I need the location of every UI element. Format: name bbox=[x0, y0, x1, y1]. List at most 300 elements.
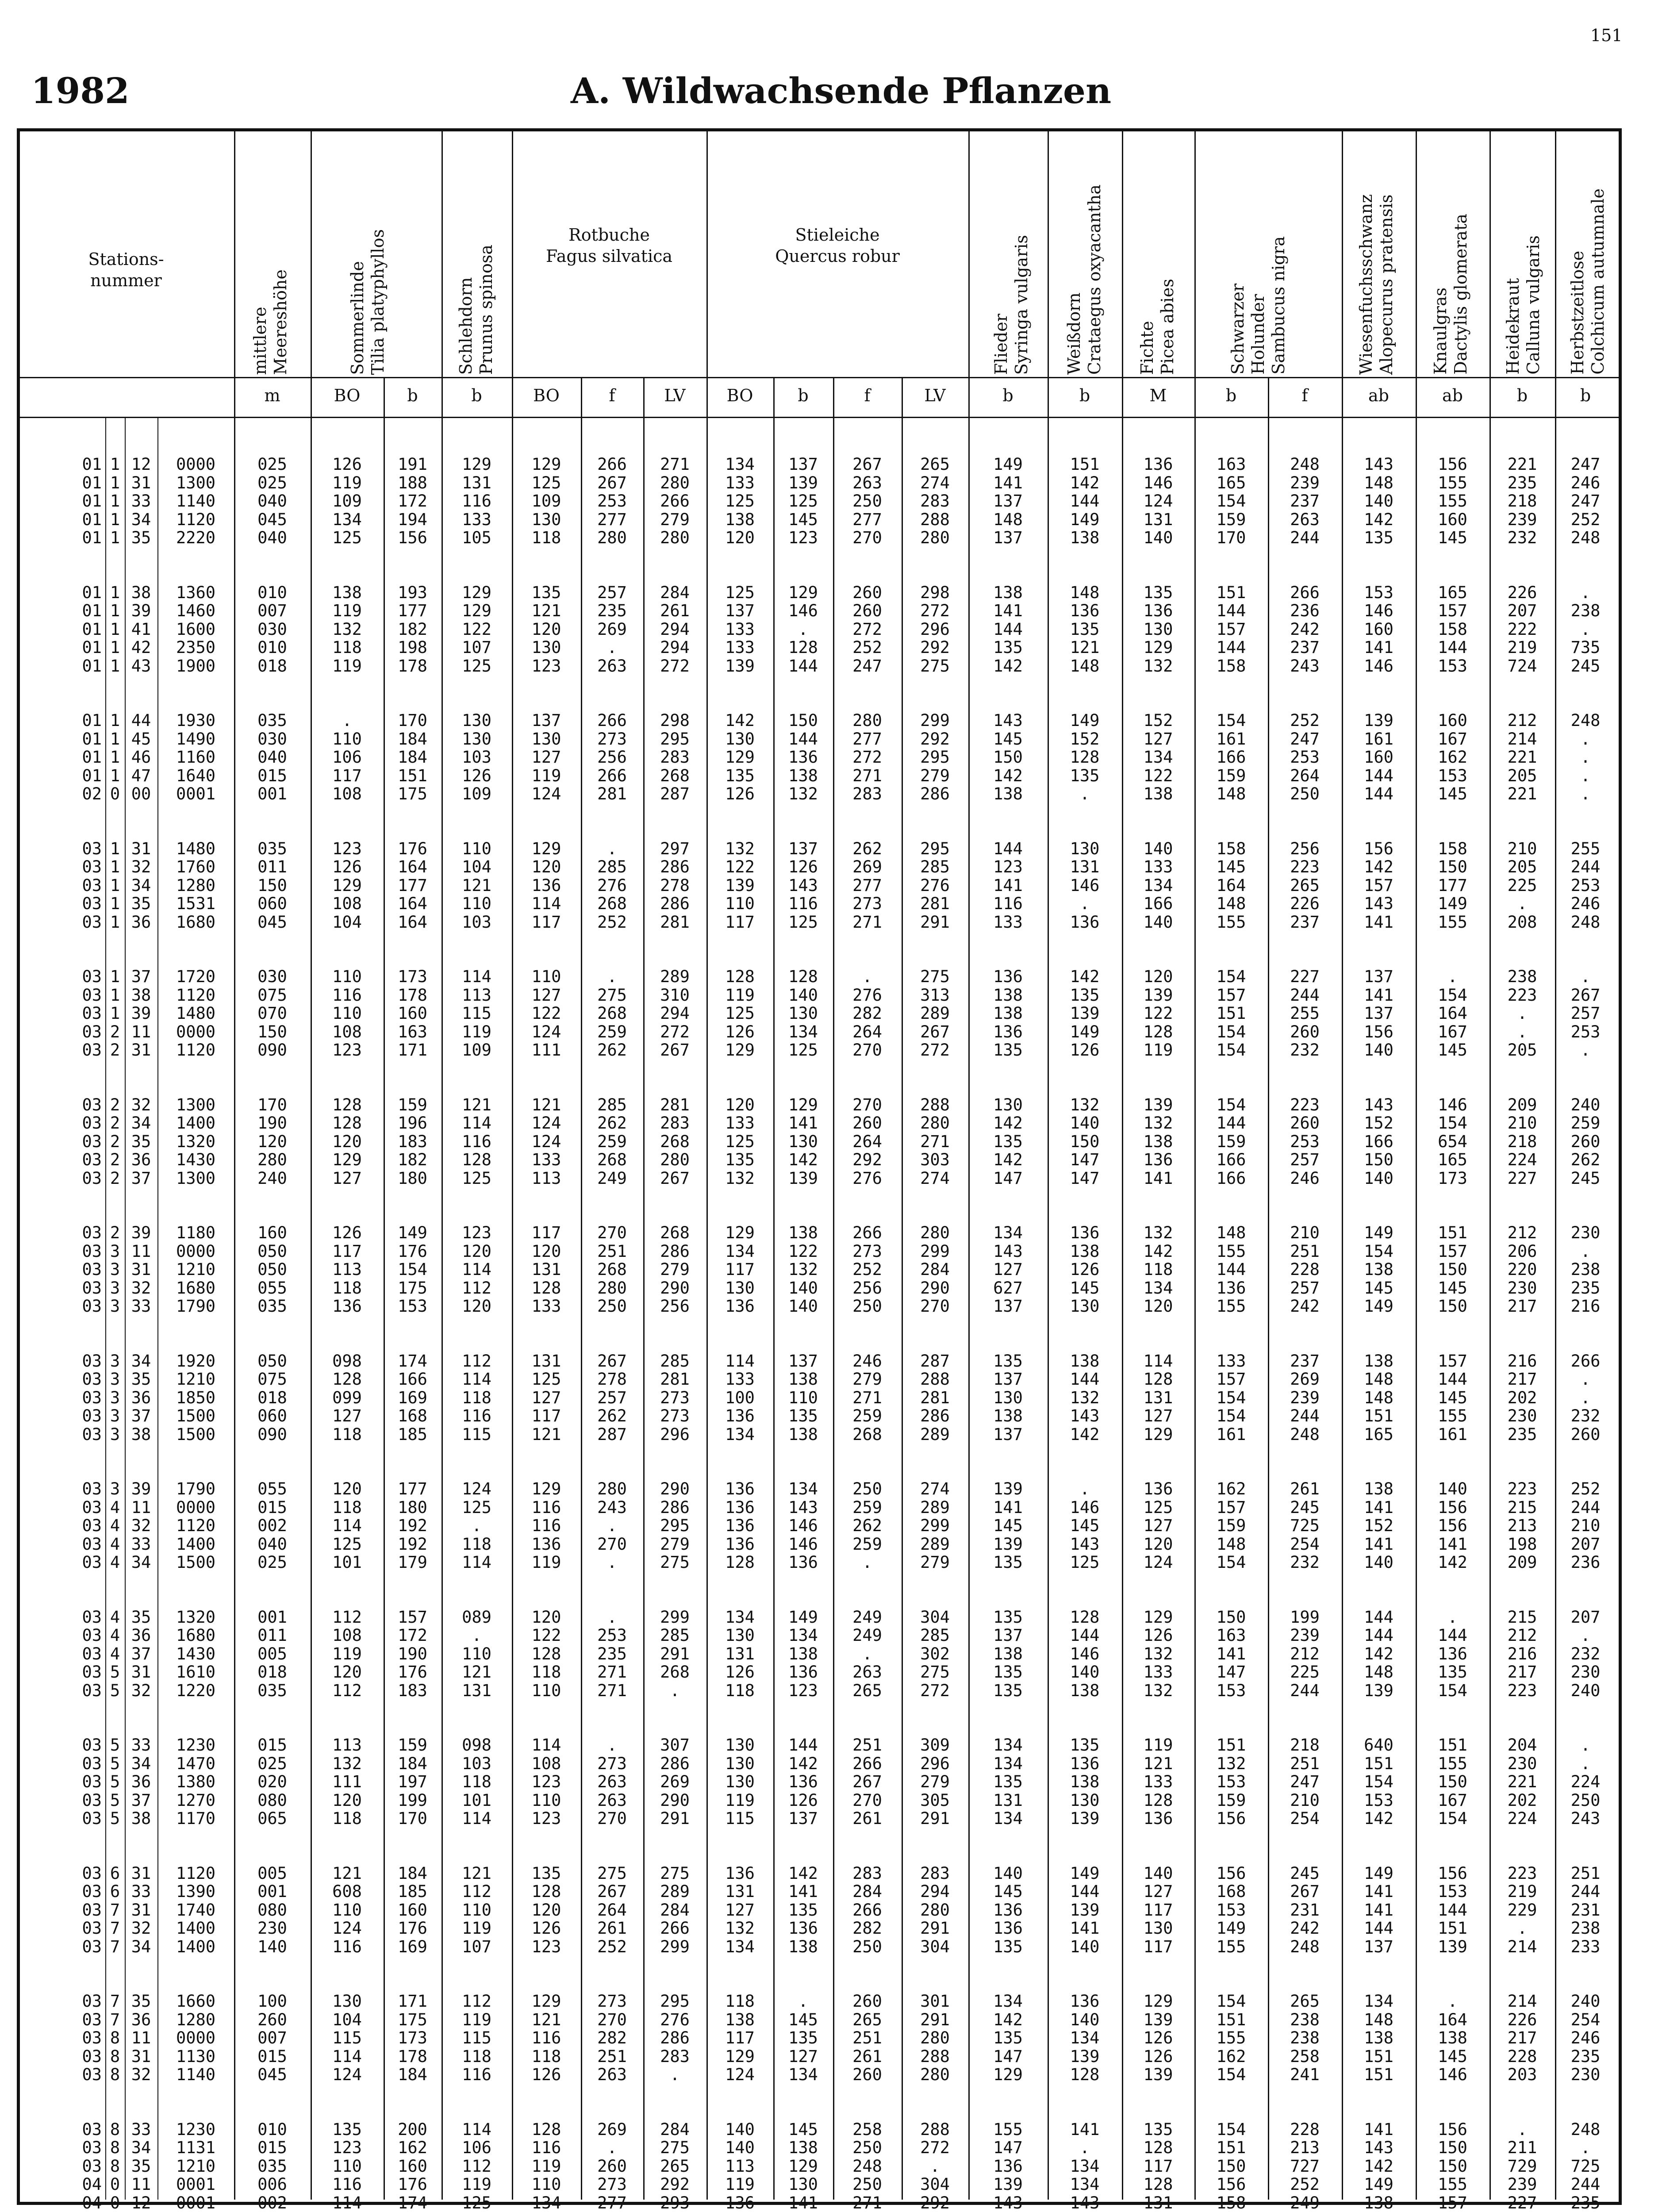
table-cell: 155 bbox=[1216, 2028, 1246, 2047]
table-cell: 244 bbox=[1290, 1406, 1320, 1425]
table-cell: 297 bbox=[660, 839, 690, 858]
table-cell: 131 bbox=[1143, 2193, 1173, 2212]
table-cell: 5 bbox=[110, 1790, 120, 1810]
table-row bbox=[20, 1681, 1616, 1701]
table-cell: 117 bbox=[332, 1241, 362, 1261]
table-cell: 132 bbox=[725, 839, 755, 858]
table-cell: 169 bbox=[398, 1388, 427, 1407]
table-cell: 141 bbox=[788, 2193, 818, 2212]
table-cell: 202 bbox=[1507, 1388, 1537, 1407]
table-cell: 156 bbox=[1438, 1498, 1467, 1517]
table-cell: 221 bbox=[1507, 455, 1537, 474]
table-cell: 249 bbox=[852, 1626, 882, 1645]
table-cell: . bbox=[1517, 2120, 1528, 2139]
table-cell: 127 bbox=[1143, 729, 1173, 749]
table-cell: 281 bbox=[660, 912, 690, 932]
table-cell: 119 bbox=[725, 1790, 755, 1810]
table-cell: 144 bbox=[1070, 1882, 1100, 1901]
table-cell: 109 bbox=[531, 492, 561, 511]
table-cell: 130 bbox=[725, 729, 755, 749]
table-cell: 134 bbox=[1143, 748, 1173, 767]
table-cell: 129 bbox=[1143, 1425, 1173, 1444]
table-cell: 110 bbox=[332, 967, 362, 986]
table-cell: 136 bbox=[1143, 1809, 1173, 1828]
table-cell: 1131 bbox=[176, 2138, 216, 2157]
table-cell: 1500 bbox=[176, 1406, 216, 1425]
table-cell: 124 bbox=[332, 2065, 362, 2084]
table-cell: 149 bbox=[1070, 711, 1100, 730]
table-cell: 176 bbox=[398, 2175, 427, 2194]
table-cell: 223 bbox=[1507, 1863, 1537, 1883]
table-cell: 235 bbox=[1507, 1425, 1537, 1444]
table-cell: 281 bbox=[660, 1370, 690, 1389]
table-cell: 134 bbox=[1070, 2156, 1100, 2176]
table-cell: 34 bbox=[131, 1114, 151, 1133]
table-cell: 135 bbox=[993, 1681, 1023, 1700]
unit-label: f bbox=[1301, 386, 1308, 405]
table-cell: 130 bbox=[725, 1626, 755, 1645]
table-cell: 725 bbox=[1290, 1516, 1320, 1535]
table-cell: 132 bbox=[788, 1260, 818, 1279]
table-cell: 122 bbox=[531, 1626, 561, 1645]
table-cell: 144 bbox=[1438, 1626, 1467, 1645]
table-cell: 121 bbox=[462, 1663, 491, 1682]
table-cell: 144 bbox=[1216, 601, 1246, 620]
table-cell: 145 bbox=[1438, 2047, 1467, 2066]
table-cell: 139 bbox=[993, 1534, 1023, 1554]
table-cell: 138 bbox=[993, 1406, 1023, 1425]
table-cell: 119 bbox=[332, 601, 362, 620]
table-cell: 110 bbox=[462, 1900, 491, 1920]
table-cell: 263 bbox=[597, 2065, 627, 2084]
table-cell: 251 bbox=[1570, 1863, 1601, 1883]
table-cell: 139 bbox=[1143, 2010, 1173, 2029]
table-cell: 145 bbox=[1438, 1388, 1467, 1407]
table-cell: 138 bbox=[1143, 784, 1173, 803]
table-cell: 120 bbox=[332, 1132, 362, 1151]
table-cell: 244 bbox=[1570, 2175, 1601, 2194]
table-cell: 01 bbox=[82, 729, 102, 749]
table-cell: 242 bbox=[1290, 1297, 1320, 1316]
table-cell: 128 bbox=[531, 2120, 561, 2139]
table-cell: 251 bbox=[1290, 1754, 1320, 1773]
table-cell: 130 bbox=[1143, 619, 1173, 639]
table-cell: 156 bbox=[398, 528, 427, 547]
table-cell: 154 bbox=[1216, 1992, 1246, 2011]
table-cell: 149 bbox=[993, 455, 1023, 474]
table-cell: 163 bbox=[398, 1022, 427, 1041]
table-cell: 142 bbox=[1070, 1425, 1100, 1444]
table-cell: 271 bbox=[852, 2193, 882, 2212]
table-cell: 141 bbox=[993, 876, 1023, 895]
table-cell: . bbox=[1079, 1479, 1090, 1498]
table-cell: 272 bbox=[852, 619, 882, 639]
table-cell: 142 bbox=[1364, 1644, 1393, 1663]
table-cell: 120 bbox=[1143, 1534, 1173, 1554]
table-cell: 144 bbox=[1216, 638, 1246, 657]
header-stieleiche: Stieleiche Quercus robur bbox=[775, 225, 900, 266]
table-cell: 175 bbox=[398, 2010, 427, 2029]
table-cell: 116 bbox=[993, 894, 1023, 913]
table-cell: 255 bbox=[1570, 839, 1601, 858]
table-cell: 304 bbox=[920, 2175, 950, 2194]
table-row bbox=[20, 1040, 1616, 1060]
table-cell: 135 bbox=[993, 2028, 1023, 2047]
table-cell: 267 bbox=[1570, 985, 1601, 1005]
table-cell: 261 bbox=[597, 1919, 627, 1938]
table-row bbox=[20, 1113, 1616, 1133]
table-cell: 160 bbox=[398, 1900, 427, 1920]
table-cell: 138 bbox=[1070, 1241, 1100, 1261]
table-cell: 271 bbox=[597, 1681, 627, 1700]
table-cell: 172 bbox=[398, 492, 427, 511]
table-cell: 258 bbox=[852, 2120, 882, 2139]
table-cell: 112 bbox=[462, 1992, 491, 2011]
table-cell: 045 bbox=[257, 912, 287, 932]
table-cell: 131 bbox=[531, 1351, 561, 1371]
table-cell: 128 bbox=[1070, 748, 1100, 767]
table-cell: 241 bbox=[1290, 2065, 1320, 2084]
table-cell: 157 bbox=[1216, 985, 1246, 1005]
table-row bbox=[20, 967, 1616, 987]
table-cell: 204 bbox=[1507, 1736, 1537, 1755]
table-cell: 115 bbox=[725, 1809, 755, 1828]
table-cell: 134 bbox=[725, 1425, 755, 1444]
table-cell: 135 bbox=[1070, 619, 1100, 639]
page-number: 151 bbox=[1590, 26, 1623, 45]
table-cell: . bbox=[607, 1736, 617, 1755]
table-cell: 018 bbox=[257, 656, 287, 676]
table-cell: 239 bbox=[1290, 1388, 1320, 1407]
table-cell: 253 bbox=[1570, 1022, 1601, 1041]
table-cell: 272 bbox=[852, 748, 882, 767]
table-cell: 268 bbox=[597, 1150, 627, 1169]
table-cell: 136 bbox=[332, 1297, 362, 1316]
table-cell: 110 bbox=[725, 894, 755, 913]
table-cell: 133 bbox=[725, 619, 755, 639]
table-cell: 152 bbox=[1070, 729, 1100, 749]
table-cell: 37 bbox=[131, 1644, 151, 1663]
table-row bbox=[20, 1991, 1616, 2012]
table-cell: 283 bbox=[920, 492, 950, 511]
table-cell: 1 bbox=[110, 985, 120, 1005]
table-cell: 035 bbox=[257, 711, 287, 730]
table-cell: . bbox=[1447, 967, 1458, 986]
table-cell: 03 bbox=[82, 1370, 102, 1389]
table-cell: 122 bbox=[531, 1004, 561, 1023]
table-cell: 232 bbox=[1290, 1553, 1320, 1572]
table-cell: 159 bbox=[398, 1736, 427, 1755]
table-cell: 139 bbox=[788, 1168, 818, 1188]
unit-label: b bbox=[1002, 386, 1013, 405]
table-cell: 286 bbox=[660, 2028, 690, 2047]
table-cell: 050 bbox=[257, 1260, 287, 1279]
table-cell: 280 bbox=[920, 1900, 950, 1920]
table-cell: 0 bbox=[110, 784, 120, 803]
table-cell: 183 bbox=[398, 1681, 427, 1700]
table-cell: 275 bbox=[660, 1553, 690, 1572]
table-cell: 160 bbox=[1364, 748, 1393, 767]
table-cell: 1300 bbox=[176, 1095, 216, 1114]
table-cell: 118 bbox=[332, 1278, 362, 1298]
table-cell: 130 bbox=[531, 510, 561, 529]
table-cell: 130 bbox=[788, 2175, 818, 2194]
table-cell: 36 bbox=[131, 912, 151, 932]
table-cell: 120 bbox=[332, 1479, 362, 1498]
table-cell: 118 bbox=[725, 1681, 755, 1700]
table-cell: 128 bbox=[1143, 1022, 1173, 1041]
table-row bbox=[20, 1772, 1616, 1792]
table-cell: 127 bbox=[531, 985, 561, 1005]
table-cell: 154 bbox=[1216, 492, 1246, 511]
table-cell: 136 bbox=[531, 876, 561, 895]
table-cell: 303 bbox=[920, 1150, 950, 1169]
table-cell: 7 bbox=[110, 2010, 120, 2029]
table-cell: 286 bbox=[660, 1241, 690, 1261]
table-cell: 010 bbox=[257, 638, 287, 657]
table-cell: 156 bbox=[1364, 1022, 1393, 1041]
table-cell: 289 bbox=[660, 1882, 690, 1901]
table-cell: 149 bbox=[1364, 1297, 1393, 1316]
table-cell: 129 bbox=[1143, 638, 1173, 657]
table-cell: 1480 bbox=[176, 839, 216, 858]
table-cell: 240 bbox=[257, 1168, 287, 1188]
table-cell: 260 bbox=[852, 1114, 882, 1133]
table-cell: 1 bbox=[110, 766, 120, 785]
table-cell: 113 bbox=[725, 2156, 755, 2176]
table-cell: . bbox=[1580, 1626, 1591, 1645]
table-cell: 266 bbox=[660, 1919, 690, 1938]
table-cell: 271 bbox=[660, 455, 690, 474]
table-cell: 1531 bbox=[176, 894, 216, 913]
table-cell: 252 bbox=[1290, 2175, 1320, 2194]
table-cell: 020 bbox=[257, 1772, 287, 1791]
table-cell: 140 bbox=[788, 985, 818, 1005]
table-cell: 098 bbox=[462, 1736, 491, 1755]
table-cell: 157 bbox=[1216, 1498, 1246, 1517]
table-cell: 280 bbox=[660, 528, 690, 547]
table-cell: 114 bbox=[332, 2193, 362, 2212]
table-cell: 128 bbox=[1143, 2175, 1173, 2194]
table-cell: 183 bbox=[398, 1132, 427, 1151]
table-cell: 246 bbox=[852, 1351, 882, 1371]
table-cell: 155 bbox=[993, 2120, 1023, 2139]
table-cell: 172 bbox=[398, 1626, 427, 1645]
table-cell: 114 bbox=[462, 1553, 491, 1572]
table-cell: 119 bbox=[462, 1022, 491, 1041]
table-cell: 150 bbox=[1438, 857, 1467, 876]
table-cell: 280 bbox=[660, 473, 690, 492]
table-cell: 174 bbox=[398, 1351, 427, 1371]
table-cell: 03 bbox=[82, 1772, 102, 1791]
table-cell: 154 bbox=[1438, 985, 1467, 1005]
table-cell: 133 bbox=[1143, 857, 1173, 876]
table-cell: 167 bbox=[1438, 1790, 1467, 1810]
table-cell: 178 bbox=[398, 656, 427, 676]
table-cell: 141 bbox=[1143, 1168, 1173, 1188]
table-cell: 138 bbox=[1070, 528, 1100, 547]
table-cell: 146 bbox=[1143, 473, 1173, 492]
table-cell: 138 bbox=[993, 1644, 1023, 1663]
table-cell: 143 bbox=[1364, 894, 1393, 913]
table-cell: 116 bbox=[462, 1132, 491, 1151]
table-cell: 139 bbox=[993, 1479, 1023, 1498]
table-cell: 232 bbox=[1507, 528, 1537, 547]
table-cell: 143 bbox=[1070, 1406, 1100, 1425]
table-cell: 243 bbox=[1570, 1809, 1601, 1828]
table-cell: 0000 bbox=[176, 2028, 216, 2047]
table-cell: 267 bbox=[1290, 1882, 1320, 1901]
table-cell: 156 bbox=[1364, 839, 1393, 858]
table-row bbox=[20, 1498, 1616, 1518]
table-cell: . bbox=[1517, 894, 1528, 913]
table-cell: 185 bbox=[398, 1882, 427, 1901]
table-cell: 134 bbox=[332, 510, 362, 529]
table-cell: . bbox=[1580, 2138, 1591, 2157]
table-cell: 250 bbox=[852, 2175, 882, 2194]
table-cell: 266 bbox=[852, 1754, 882, 1773]
table-cell: 5 bbox=[110, 1663, 120, 1682]
table-cell: 1 bbox=[110, 473, 120, 492]
table-cell: 0001 bbox=[176, 2193, 216, 2212]
table-cell: 130 bbox=[788, 1004, 818, 1023]
table-cell: 252 bbox=[1570, 1479, 1601, 1498]
table-row bbox=[20, 1003, 1616, 1024]
table-cell: 280 bbox=[920, 1223, 950, 1242]
table-cell: 237 bbox=[1290, 912, 1320, 932]
table-cell: 134 bbox=[788, 2065, 818, 2084]
table-cell: 34 bbox=[131, 2138, 151, 2157]
table-row bbox=[20, 710, 1616, 731]
table-cell: 269 bbox=[1290, 1370, 1320, 1389]
table-cell: 38 bbox=[131, 583, 151, 602]
table-cell: 166 bbox=[1364, 1132, 1393, 1151]
table-cell: 129 bbox=[725, 1223, 755, 1242]
table-cell: 157 bbox=[398, 1607, 427, 1627]
table-cell: 1170 bbox=[176, 1809, 216, 1828]
table-cell: 00 bbox=[131, 784, 151, 803]
table-cell: 125 bbox=[462, 1168, 491, 1188]
table-cell: 144 bbox=[993, 839, 1023, 858]
table-cell: . bbox=[1580, 729, 1591, 749]
table-cell: 118 bbox=[725, 1992, 755, 2011]
table-row bbox=[20, 1754, 1616, 1774]
table-cell: 119 bbox=[725, 985, 755, 1005]
table-cell: 141 bbox=[1364, 912, 1393, 932]
table-cell: 1600 bbox=[176, 619, 216, 639]
table-cell: 38 bbox=[131, 985, 151, 1005]
table-cell: 138 bbox=[725, 510, 755, 529]
table-cell: 011 bbox=[257, 1626, 287, 1645]
table-cell: 125 bbox=[332, 1534, 362, 1554]
table-cell: 38 bbox=[131, 1809, 151, 1828]
table-cell: 155 bbox=[1438, 492, 1467, 511]
table-cell: 273 bbox=[597, 729, 627, 749]
table-cell: 131 bbox=[531, 1260, 561, 1279]
table-cell: 109 bbox=[462, 1041, 491, 1060]
table-row bbox=[20, 2193, 1616, 2212]
table-cell: 120 bbox=[257, 1132, 287, 1151]
table-cell: 121 bbox=[531, 1095, 561, 1114]
table-cell: 119 bbox=[462, 2010, 491, 2029]
table-cell: 154 bbox=[398, 1260, 427, 1279]
table-cell: 134 bbox=[725, 455, 755, 474]
table-cell: 248 bbox=[1570, 912, 1601, 932]
table-cell: 199 bbox=[1290, 1607, 1320, 1627]
table-cell: 270 bbox=[852, 1095, 882, 1114]
table-cell: 1930 bbox=[176, 711, 216, 730]
table-cell: 173 bbox=[1438, 1168, 1467, 1188]
table-cell: 134 bbox=[1143, 1278, 1173, 1298]
table-cell: 144 bbox=[1364, 1607, 1393, 1627]
table-cell: 4 bbox=[110, 1534, 120, 1554]
table-cell: 0 bbox=[110, 2193, 120, 2212]
table-cell: 120 bbox=[531, 1241, 561, 1261]
table-cell: 120 bbox=[725, 1095, 755, 1114]
table-row bbox=[20, 1260, 1616, 1280]
table-row bbox=[20, 1790, 1616, 1811]
table-row bbox=[20, 1863, 1616, 1884]
table-cell: 247 bbox=[1570, 455, 1601, 474]
table-cell: 200 bbox=[398, 2120, 427, 2139]
table-cell: 146 bbox=[1070, 876, 1100, 895]
table-cell: 139 bbox=[1364, 711, 1393, 730]
table-cell: 126 bbox=[332, 1223, 362, 1242]
table-cell: 138 bbox=[332, 583, 362, 602]
table-cell: 025 bbox=[257, 1754, 287, 1773]
table-cell: 132 bbox=[1070, 1095, 1100, 1114]
table-cell: 270 bbox=[920, 1297, 950, 1316]
table-cell: 150 bbox=[1216, 1607, 1246, 1627]
table-cell: 279 bbox=[920, 1772, 950, 1791]
table-cell: 171 bbox=[398, 1041, 427, 1060]
table-row bbox=[20, 985, 1616, 1006]
table-cell: 248 bbox=[1570, 711, 1601, 730]
table-cell: 121 bbox=[462, 1863, 491, 1883]
table-cell: 211 bbox=[1507, 2138, 1537, 2157]
table-cell: 158 bbox=[1438, 619, 1467, 639]
table-cell: 139 bbox=[1364, 1681, 1393, 1700]
table-row bbox=[20, 1425, 1616, 1445]
table-cell: 115 bbox=[462, 1425, 491, 1444]
table-cell: 120 bbox=[531, 1900, 561, 1920]
table-cell: 142 bbox=[788, 1863, 818, 1883]
table-cell: 119 bbox=[332, 656, 362, 676]
table-cell: 138 bbox=[1438, 2028, 1467, 2047]
table-cell: 218 bbox=[1507, 492, 1537, 511]
table-cell: 212 bbox=[1507, 711, 1537, 730]
table-cell: 138 bbox=[1364, 1479, 1393, 1498]
table-cell: 254 bbox=[1290, 1809, 1320, 1828]
table-cell: 304 bbox=[920, 1607, 950, 1627]
table-cell: 075 bbox=[257, 985, 287, 1005]
table-row bbox=[20, 1278, 1616, 1298]
table-cell: 729 bbox=[1507, 2156, 1537, 2176]
table-cell: 289 bbox=[920, 1425, 950, 1444]
table-cell: 227 bbox=[1290, 967, 1320, 986]
table-cell: 126 bbox=[1143, 2028, 1173, 2047]
table-cell: 143 bbox=[993, 2193, 1023, 2212]
table-cell: 276 bbox=[660, 2010, 690, 2029]
table-cell: 117 bbox=[725, 912, 755, 932]
table-cell: 206 bbox=[1507, 1241, 1537, 1261]
table-cell: 144 bbox=[1438, 638, 1467, 657]
table-cell: 212 bbox=[1507, 1223, 1537, 1242]
table-cell: 286 bbox=[920, 1406, 950, 1425]
table-cell: 03 bbox=[82, 1041, 102, 1060]
table-cell: 237 bbox=[1290, 1351, 1320, 1371]
table-cell: 114 bbox=[462, 1370, 491, 1389]
